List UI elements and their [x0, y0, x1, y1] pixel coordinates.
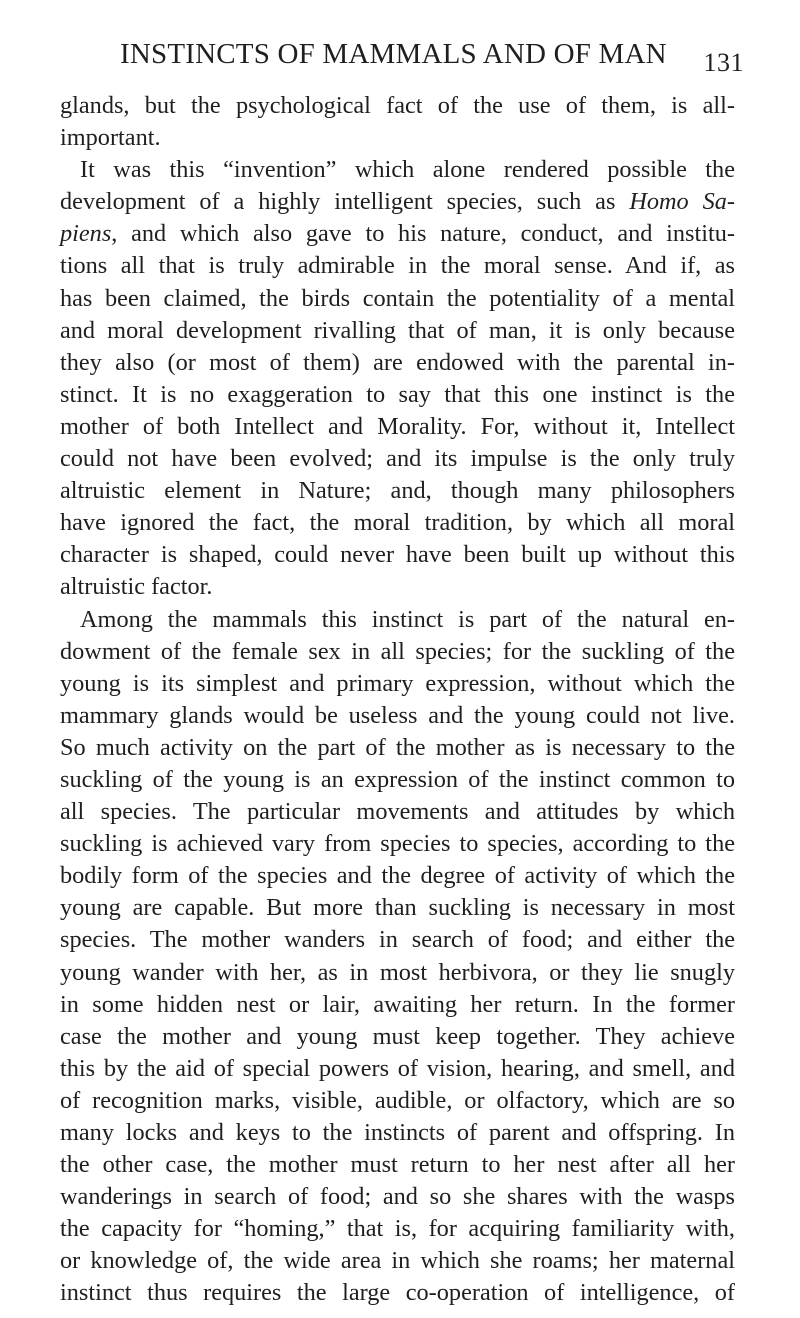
text-line: altruistic element in Nature; and, though many philosophers	[60, 477, 735, 505]
text-line: have ignored the fact, the moral tradition, by which all moral	[60, 509, 735, 537]
text-line: So much activity on the part of the mother as is necessary to the	[60, 733, 735, 761]
text-line: case the mother and young must keep together. They achieve	[60, 1022, 735, 1050]
text-line: young is its simplest and primary expression, without which the	[60, 669, 735, 697]
text-fragment: development of a highly intelligent species, such as	[60, 188, 630, 216]
text-line	[60, 218, 735, 250]
text-line: wanderings in search of food; and so she shares with the wasps	[60, 1183, 735, 1211]
text-line: mother of both Intellect and Morality. For, without it, Intellect	[60, 412, 735, 440]
text-line: the capacity for “homing,” that is, for acquiring familiarity with,	[60, 1215, 735, 1243]
text-line: young are capable. But more than suckling is necessary in most	[60, 894, 735, 922]
text-line: suckling is achieved vary from species to species, according to the	[60, 830, 735, 858]
text-line: many locks and keys to the instincts of parent and offspring. In	[60, 1119, 735, 1146]
text-line: suckling of the young is an expression of the instinct common to	[60, 765, 735, 793]
text-line: or knowledge of, the wide area in which she roams; her maternal	[60, 1247, 735, 1275]
running-head	[60, 38, 760, 78]
text-line: in some hidden nest or lair, awaiting her return. In the former	[60, 990, 735, 1018]
text-line: altruistic factor.	[60, 573, 213, 601]
text-line: they also (or most of them) are endowed with the parental in-	[60, 348, 735, 376]
text-line: glands, but the psychological fact of the use of them, is all-	[60, 92, 735, 119]
running-title: INSTINCTS OF MAMMALS AND OF MAN	[120, 38, 667, 70]
text-line: all species. The particular movements and attitudes by which	[60, 798, 735, 826]
text-line: mammary glands would be useless and the young could not live.	[60, 701, 735, 729]
text-line: young wander with her, as in most herbivora, or they lie snugly	[60, 958, 735, 986]
text-line: of recognition marks, visible, audible, or olfactory, which are so	[60, 1086, 735, 1114]
italic-term: Sa-	[702, 188, 735, 216]
text-line: has been claimed, the birds contain the potentiality of a mental	[60, 284, 735, 312]
text-line: important.	[60, 124, 161, 152]
text-line: dowment of the female sex in all species; for the suckling of the	[60, 637, 735, 665]
text-line: this by the aid of special powers of vision, hearing, and smell, and	[60, 1054, 735, 1082]
text-line: bodily form of the species and the degree of activity of which the	[60, 862, 735, 890]
text-line: instinct thus requires the large co-operation of intelligence, of	[60, 1279, 735, 1307]
text-line: character is shaped, could never have been built up without this	[60, 541, 735, 569]
paragraph-start-line: It was this “invention” which alone rendered possible the	[80, 156, 735, 184]
text-line	[60, 186, 735, 218]
text-line: and moral development rivalling that of man, it is only because	[60, 316, 735, 344]
body-text	[60, 90, 735, 1310]
page-number: 131	[703, 48, 744, 77]
text-line: species. The mother wanders in search of food; and either the	[60, 926, 735, 954]
text-fragment: , and which also gave to his nature, conduct, and institu-	[111, 220, 735, 248]
text-line: stinct. It is no exaggeration to say that this one instinct is the	[60, 380, 735, 408]
paragraph-start-line: Among the mammals this instinct is part of the natural en-	[80, 605, 735, 633]
text-line: tions all that is truly admirable in the moral sense. And if, as	[60, 252, 735, 280]
italic-term: piens	[60, 220, 112, 248]
italic-term: Homo	[629, 188, 689, 216]
text-line: the other case, the mother must return to her nest after all her	[60, 1151, 735, 1179]
text-line: could not have been evolved; and its impulse is the only truly	[60, 445, 735, 473]
